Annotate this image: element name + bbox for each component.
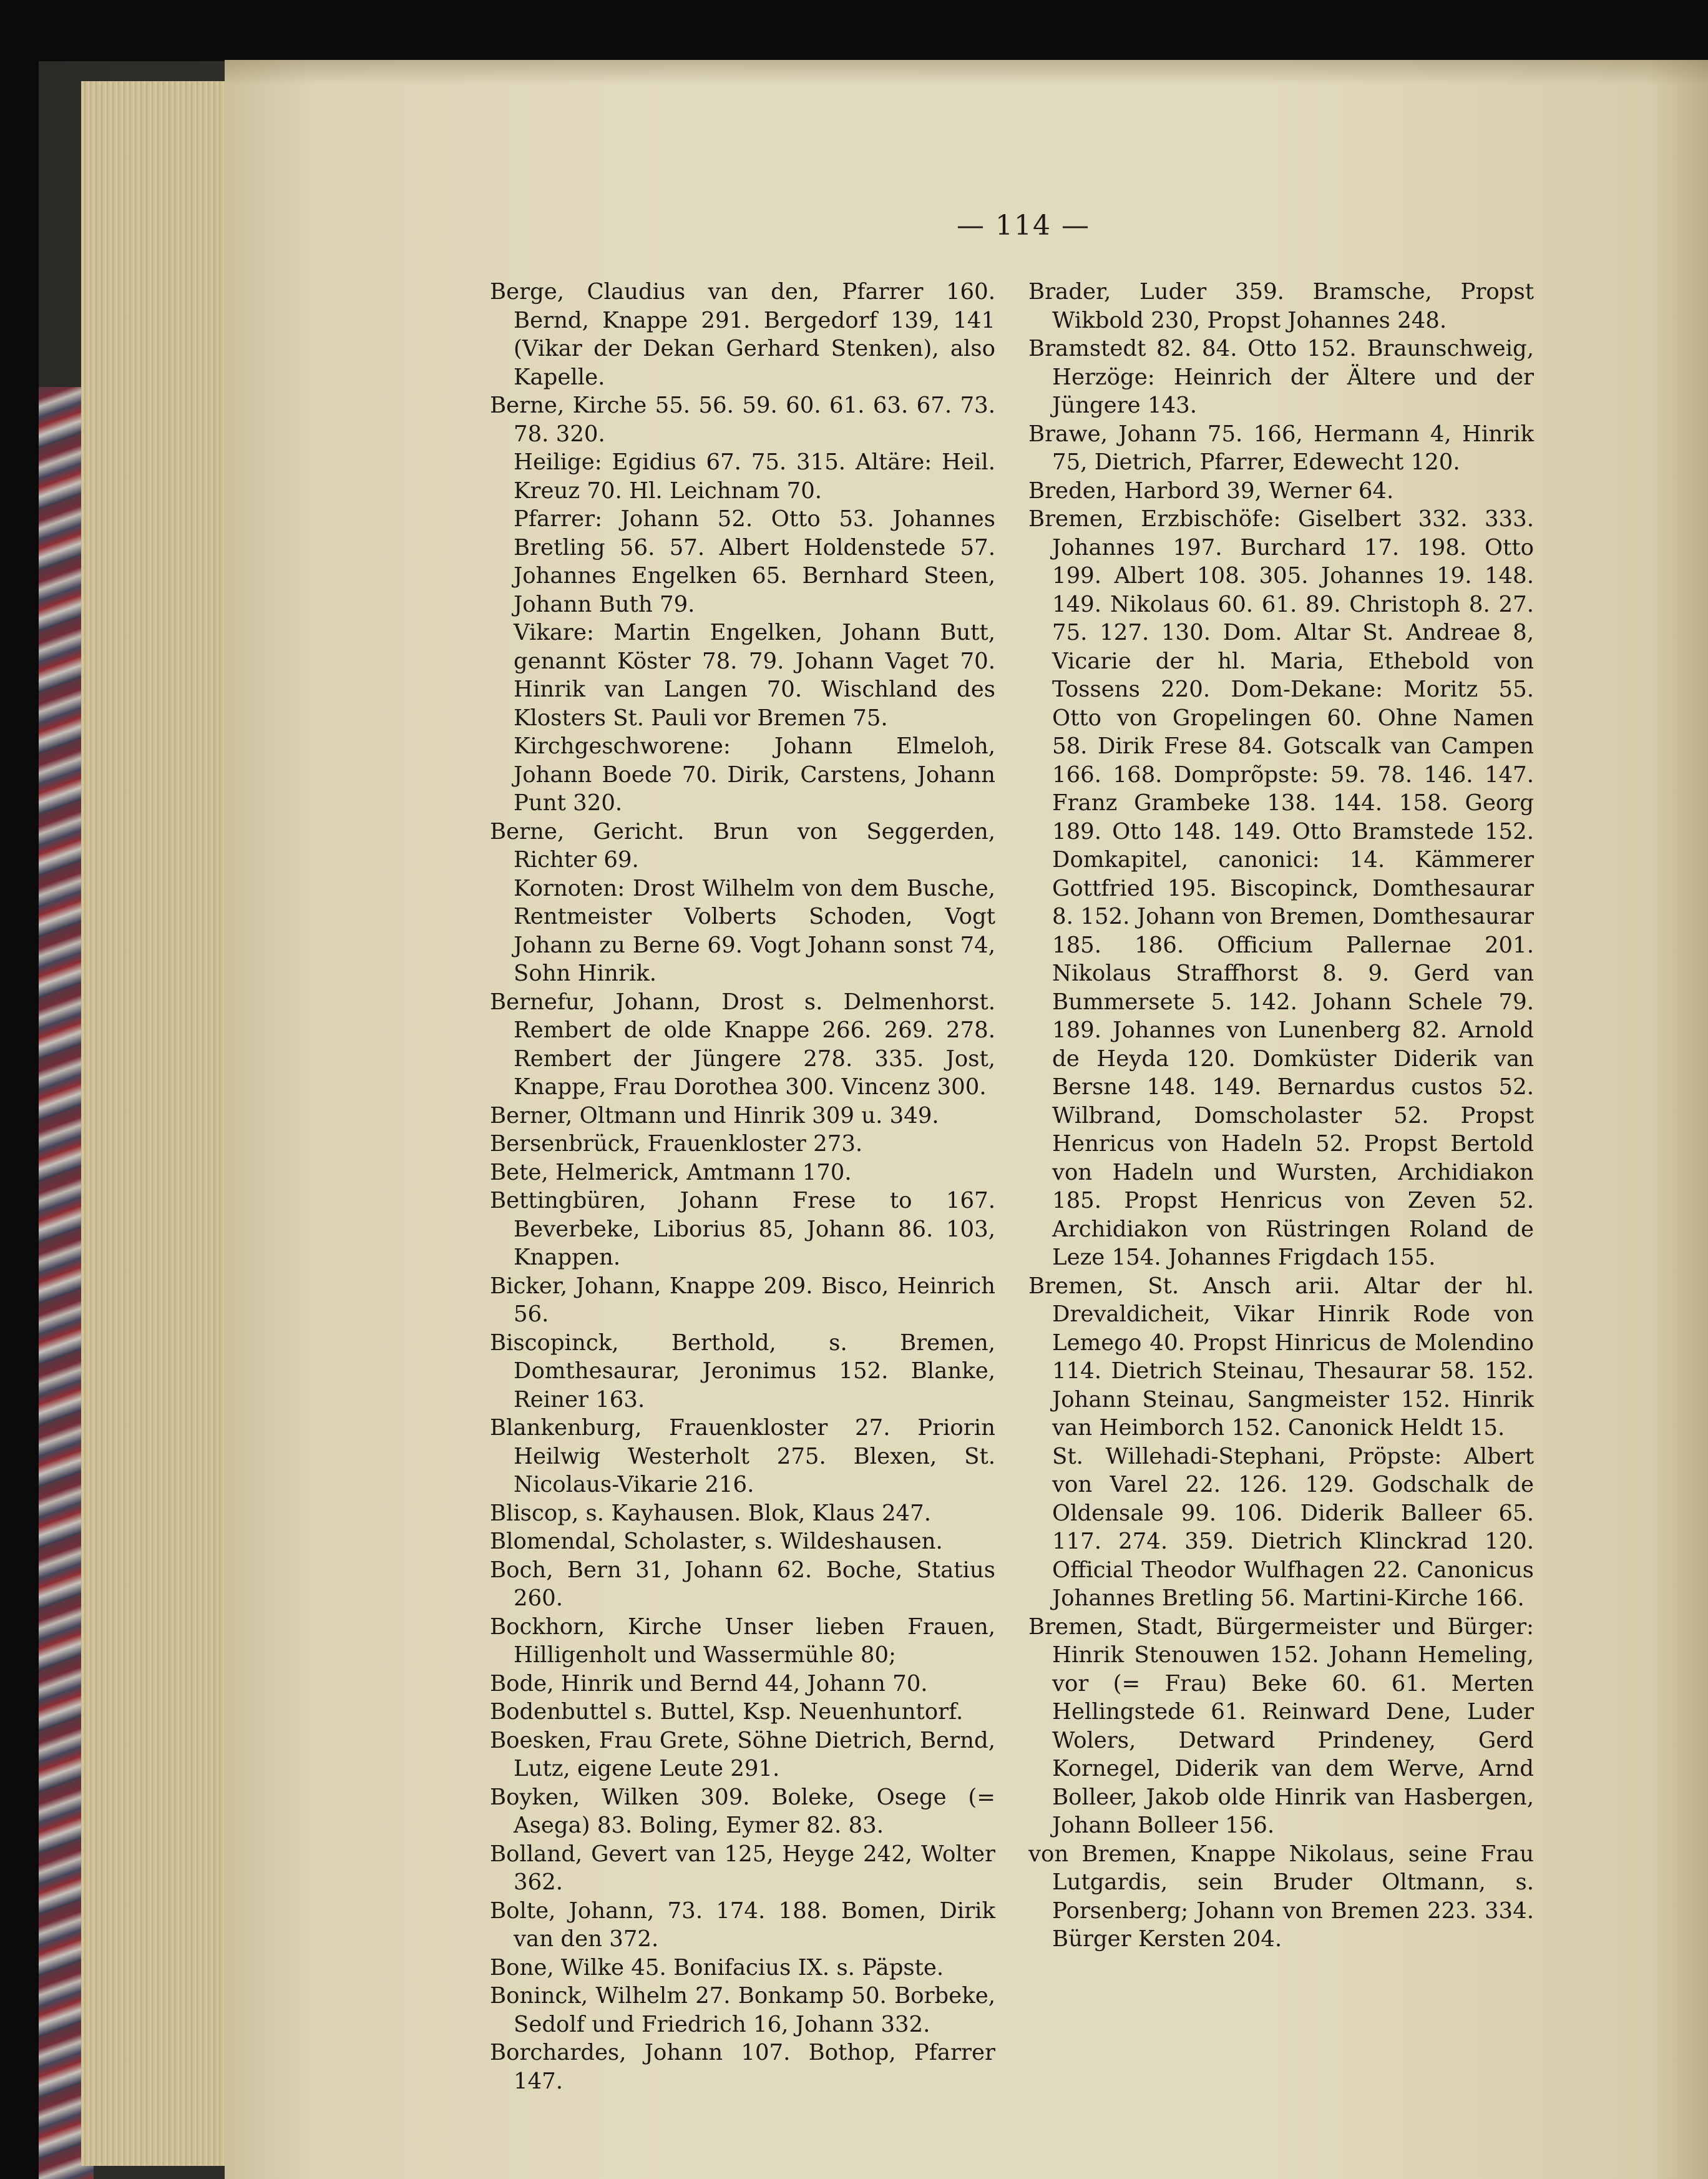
- index-entry: Bodenbuttel s. Buttel, Ksp. Neuenhuntorf.: [490, 1699, 964, 1725]
- index-entry: Bode, Hinrik und Bernd 44, Johann 70.: [490, 1670, 928, 1697]
- index-entry: Berne, Kirche 55. 56. 59. 60. 61. 63. 67. 73. 78. 320.: [490, 393, 995, 447]
- index-entry: Bone, Wilke 45. Bonifacius IX. s. Päpste.: [490, 1954, 944, 1981]
- index-entry: Bremen, Erzbischöfe: Giselbert 332. 333. Johannes 197. Burchard 17. 198. Otto 199. Albert 108. 305. Johannes 19. 148. 149. Nikolaus 60. 61. 89. Christoph 8. 27. 75. 127. 130. Dom. Altar St. Andreae 8, Vicarie der hl. Maria, Ethebold von Tossens 220. Dom-Dekane: Moritz 55. Otto von Gropelingen 60. Ohne Namen 58. Dirik Frese 84. Gotscalk van Campen 166. 168. Domprõpste: 59. 78. 146. 147. Franz Grambeke 138. 144. 158. Georg 189. Otto 148. 149. Otto Bramstede 152. Domkapitel, canonici: 14. Kämmerer Gottfried 195. Biscopinck, Domthesaurar 8. 152. Johann von Bremen, Domthesaurar 185. 186. Officium Pallernae 201. Nikolaus Straffhorst 8. 9. Gerd van Bummersete 5. 142. Johann Schele 79. 189. Johannes von Lunenberg 82. Arnold de Heyda 120. Domküster Diderik van Bersne 148. 149. Bernardus custos 52. Wilbrand, Domscholaster 52. Propst Henricus von Hadeln 52. Propst Bertold von Hadeln und Wursten, Archidiakon 185. Propst Henricus von Zeven 52. Archidiakon von Rüstringen Roland de Leze 154. Johannes Frigdach 155.: [1028, 506, 1534, 1270]
- index-subentry: Heilige: Egidius 67. 75. 315. Altäre: Heil. Kreuz 70. Hl. Leichnam 70.: [514, 449, 995, 504]
- index-entry: Bicker, Johann, Knappe 209. Bisco, Heinrich 56.: [490, 1273, 995, 1327]
- index-entry: Berne, Gericht. Brun von Seggerden, Richter 69.: [490, 818, 995, 873]
- index-entry: Borchardes, Johann 107. Bothop, Pfarrer 147.: [490, 2040, 995, 2094]
- index-entry: Biscopinck, Berthold, s. Bremen, Domthesaurar, Jeronimus 152. Blanke, Reiner 163.: [490, 1329, 995, 1413]
- index-entry: Berner, Oltmann und Hinrik 309 u. 349.: [490, 1102, 939, 1129]
- index-entry: Blomendal, Scholaster, s. Wildeshausen.: [490, 1529, 943, 1554]
- index-entry: Breden, Harbord 39, Werner 64.: [1028, 477, 1394, 504]
- left-index-column: [490, 278, 995, 2095]
- index-entry: Bremen, Stadt, Bürgermeister und Bürger: Hinrik Stenouwen 152. Johann Hemeling, vor (= Frau) Beke 60. 61. Merten Hellingstede 61. Reinward Dene, Luder Wolers, Detward Prindeney, Gerd Kornegel, Diderik van dem Werve, Arnd Bolleer, Jakob olde Hinrik van Hasbergen, Johann Bolleer 156.: [1028, 1613, 1534, 1838]
- index-entry: von Bremen, Knappe Nikolaus, seine Frau Lutgardis, sein Bruder Oltmann, s. Porsenberg; Johann von Bremen 223. 334. Bürger Kersten 204.: [1028, 1841, 1534, 1952]
- index-entry: Boyken, Wilken 309. Boleke, Osege (= Asega) 83. Boling, Eymer 82. 83.: [490, 1784, 995, 1838]
- right-index-column: [1028, 278, 1534, 1954]
- index-subentry: Vikare: Martin Engelken, Johann Butt, genannt Köster 78. 79. Johann Vaget 70. Hinrik van Langen 70. Wischland des Klosters St. Pauli vor Bremen 75.: [514, 620, 995, 731]
- page-number-header: — 114 —: [957, 210, 1090, 242]
- page-edges: [81, 81, 231, 2166]
- index-entry: Bete, Helmerick, Amtmann 170.: [490, 1159, 852, 1185]
- index-entry: Brader, Luder 359. Bramsche, Propst Wikbold 230, Propst Johannes 248.: [1028, 279, 1534, 333]
- index-entry: Brawe, Johann 75. 166, Hermann 4, Hinrik 75, Dietrich, Pfarrer, Edewecht 120.: [1028, 421, 1534, 475]
- page-top-shadow: [225, 60, 1708, 85]
- index-subentry: St. Willehadi-Stephani, Pröpste: Albert von Varel 22. 126. 129. Godschalk de Oldensale 99. 106. Diderik Balleer 65. 117. 274. 359. Dietrich Klinckrad 120. Official Theodor Wulfhagen 22. Canonicus Johannes Bretling 56. Martini-Kirche 166.: [1052, 1443, 1534, 1611]
- index-entry: Bockhorn, Kirche Unser lieben Frauen, Hilligenholt und Wassermühle 80;: [490, 1613, 995, 1668]
- index-entry: Bernefur, Johann, Drost s. Delmenhorst. Rembert de olde Knappe 266. 269. 278. Rembert der Jüngere 278. 335. Jost, Knappe, Frau Dorothea 300. Vincenz 300.: [490, 989, 995, 1100]
- index-entry: Bremen, St. Ansch arii. Altar der hl. Drevaldicheit, Vikar Hinrik Rode von Lemego 40. Propst Hinricus de Molendino 114. Dietrich Steinau, Thesaurar 58. 152. Johann Steinau, Sangmeister 152. Hinrik van Heimborch 152. Canonick Heldt 15.: [1028, 1273, 1534, 1441]
- index-entry: Bramstedt 82. 84. Otto 152. Braunschweig, Herzöge: Heinrich der Ältere und der Jüngere 143.: [1028, 336, 1534, 418]
- index-entry: Bolland, Gevert van 125, Heyge 242, Wolter 362.: [490, 1841, 995, 1895]
- index-subentry: Kirchgeschworene: Johann Elmeloh, Johann Boede 70. Dirik, Carstens, Johann Punt 320.: [514, 733, 995, 816]
- index-entry: Berge, Claudius van den, Pfarrer 160. Bernd, Knappe 291. Bergedorf 139, 141 (Vikar der Dekan Gerhard Stenken), also Kapelle.: [490, 279, 995, 390]
- index-entry: Boninck, Wilhelm 27. Bonkamp 50. Borbeke, Sedolf und Friedrich 16, Johann 332.: [490, 1983, 995, 2037]
- index-entry: Blankenburg, Frauenkloster 27. Priorin Heilwig Westerholt 275. Blexen, St. Nicolaus-Vikarie 216.: [490, 1415, 995, 1497]
- index-subentry: Pfarrer: Johann 52. Otto 53. Johannes Bretling 56. 57. Albert Holdenstede 57. Johannes Engelken 65. Bernhard Steen, Johann Buth 79.: [514, 506, 995, 617]
- index-entry: Bliscop, s. Kayhausen. Blok, Klaus 247.: [490, 1500, 931, 1526]
- index-entry: Boch, Bern 31, Johann 62. Boche, Statius 260.: [490, 1557, 995, 1611]
- index-entry: Boesken, Frau Grete, Söhne Dietrich, Bernd, Lutz, eigene Leute 291.: [490, 1727, 995, 1781]
- index-entry: Bolte, Johann, 73. 174. 188. Bomen, Dirik van den 372.: [490, 1897, 995, 1952]
- index-subentry: Kornoten: Drost Wilhelm von dem Busche, Rentmeister Volberts Schoden, Vogt Johann zu Berne 69. Vogt Johann sonst 74, Sohn Hinrik.: [514, 875, 995, 986]
- page-right-shadow: [1647, 60, 1708, 2179]
- index-entry: Bersenbrück, Frauenkloster 273.: [490, 1131, 863, 1157]
- index-entry: Bettingbüren, Johann Frese to 167. Beverbeke, Liborius 85, Johann 86. 103, Knappen.: [490, 1188, 995, 1270]
